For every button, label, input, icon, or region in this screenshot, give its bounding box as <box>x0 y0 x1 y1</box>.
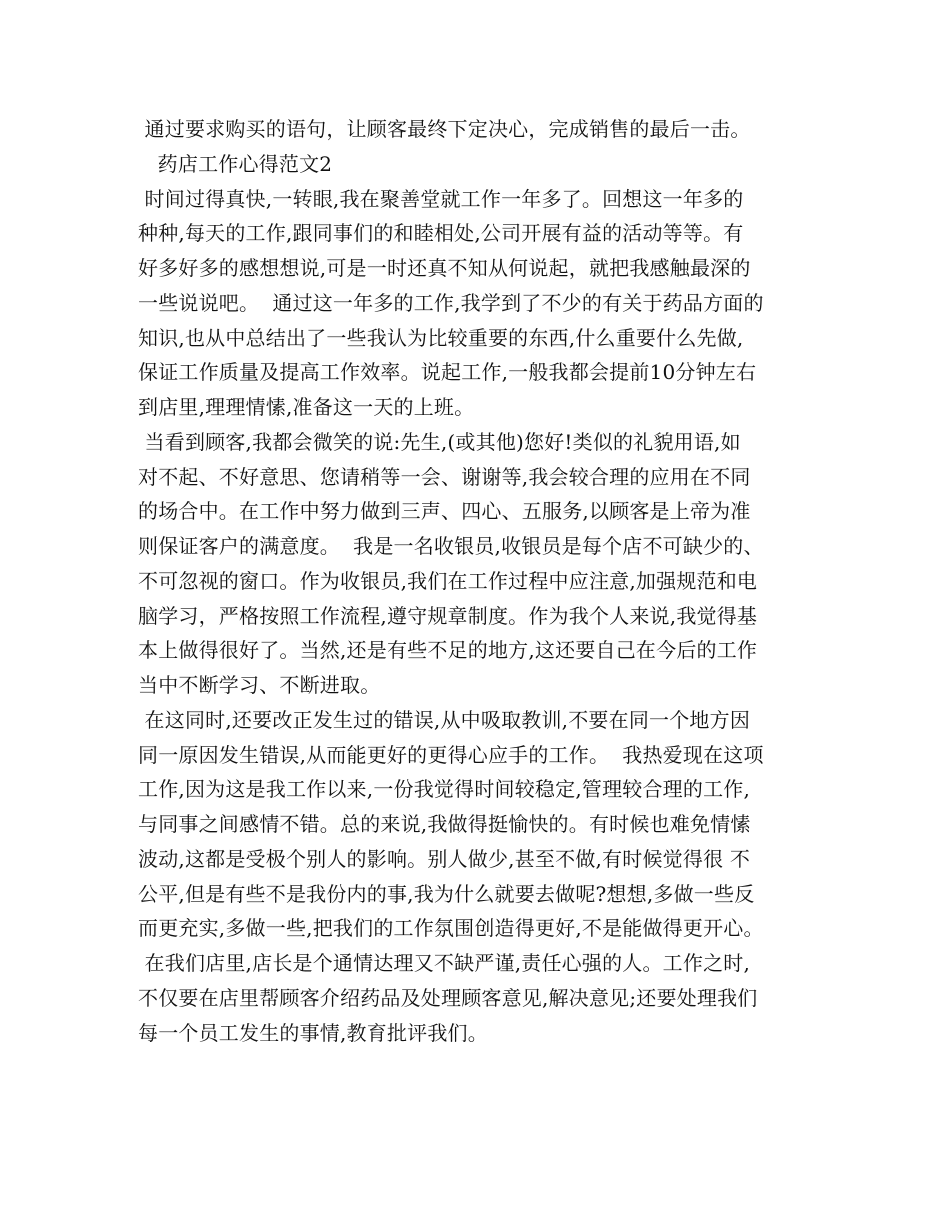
text-line: 每一个员工发生的事情,教育批评我们。 <box>138 1020 488 1045</box>
text-line: 在我们店里,店长是个通情达理又不缺严谨,责任心强的人。工作之时, <box>138 951 751 975</box>
text-line: 脑学习，严格按照工作流程,遵守规章制度。作为我个人来说,我觉得基 <box>138 603 758 628</box>
section-heading: 药店工作心得范文2 <box>138 151 333 176</box>
text-line: 在这同时,还要改正发生过的错误,从中吸取教训,不要在同一个地方因 <box>138 707 751 732</box>
text-line: 本上做得很好了。当然,还是有些不足的地方,这还要自己在今后的工作 <box>138 638 758 663</box>
text-line: 而更充实,多做一些,把我们的工作氛围创造得更好,不是能做得更开心。 <box>138 916 764 941</box>
text-line: 知识,也从中总结出了一些我认为比较重要的东西,什么重要什么先做, <box>138 325 744 350</box>
text-line: 工作,因为这是我工作以来,一份我觉得时间较稳定,管理较合理的工作, <box>138 777 751 802</box>
text-line: 当中不断学习、不断进取。 <box>138 673 381 697</box>
text-line: 与同事之间感情不错。总的来说,我做得挺愉快的。有时候也难免情愫 <box>138 812 751 836</box>
text-line: 一些说说吧。 通过这一年多的工作,我学到了不少的有关于药品方面的 <box>138 290 764 315</box>
text-line: 时间过得真快,一转眼,我在聚善堂就工作一年多了。回想这一年多的 <box>138 186 744 211</box>
text-line: 同一原因发生错误,从而能更好的更得心应手的工作。 我热爱现在这项 <box>138 742 764 767</box>
text-line: 通过要求购买的语句，让顾客最终下定决心，完成销售的最后一击。 <box>138 117 751 141</box>
text-line: 波动,这都是受极个别人的影响。别人做少,甚至不做,有时候觉得很 不 <box>138 846 751 871</box>
text-line: 保证工作质量及提高工作效率。说起工作,一般我都会提前10分钟左右 <box>138 360 757 385</box>
text-line: 不仅要在店里帮顾客介绍药品及处理顾客意见,解决意见;还要处理我们 <box>138 985 758 1010</box>
text-line: 的场合中。在工作中努力做到三声、四心、五服务,以顾客是上帝为准 <box>138 499 751 524</box>
text-line: 不可忽视的窗口。作为收银员,我们在工作过程中应注意,加强规范和电 <box>138 568 758 593</box>
text-line: 好多好多的感想想说,可是一时还真不知从何说起，就把我感触最深的 <box>138 256 751 280</box>
text-line: 到店里,理理情愫,准备这一天的上班。 <box>138 395 475 419</box>
text-line: 种种,每天的工作,跟同事们的和睦相处,公司开展有益的活动等等。有 <box>138 221 744 246</box>
text-line: 公平,但是有些不是我份内的事,我为什么就要去做呢?想想,多做一些反 <box>138 881 755 906</box>
document-body <box>138 112 828 1050</box>
text-line: 当看到顾客,我都会微笑的说:先生,(或其他)您好!类似的礼貌用语,如 <box>138 429 741 454</box>
text-line: 则保证客户的满意度。 我是一名收银员,收银员是每个店不可缺少的、 <box>138 534 764 558</box>
text-line: 对不起、不好意思、您请稍等一会、谢谢等,我会较合理的应用在不同 <box>138 464 751 489</box>
